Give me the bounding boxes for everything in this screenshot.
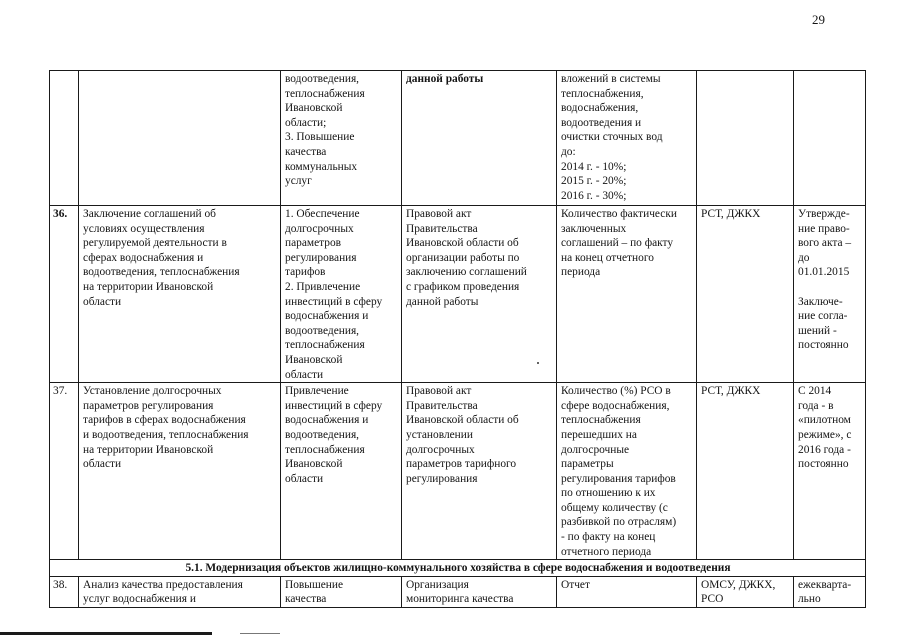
- cell-responsible: РСТ, ДЖКХ: [697, 206, 794, 383]
- cell-result: 1. Обеспечение долгосрочных параметров регулирования тарифов 2. Привлечение инвестиций в сферу водоснабжения и водоотведения, теплоснабжения Ивановской области: [281, 206, 402, 383]
- table-row-38: [50, 576, 866, 607]
- cell-responsible: [697, 71, 794, 206]
- cell-measure: Заключение соглашений об условиях осуществления регулируемой деятельности в сферах водоснабжения и водоотведения, теплоснабжения на территории Ивановской области: [79, 206, 281, 383]
- cell-indicator: вложений в системы теплоснабжения, водоснабжения, водоотведения и очистки сточных вод до: 2014 г. - 10%; 2015 г. - 20%; 2016 г. - 30%;: [557, 71, 697, 206]
- section-heading: 5.1. Модернизация объектов жилищно-коммунального хозяйства в сфере водоснабжения и водоотведения: [50, 560, 866, 577]
- cell-document: Правовой акт Правительства Ивановской области об организации работы по заключению соглашений с графиком проведения данной работы: [402, 206, 557, 383]
- cell-result: Повышение качества: [281, 576, 402, 607]
- cell-num: 36.: [50, 206, 79, 383]
- cell-document: Организация мониторинга качества: [402, 576, 557, 607]
- cell-responsible: РСТ, ДЖКХ: [697, 383, 794, 560]
- cell-num: 38.: [50, 576, 79, 607]
- cell-indicator: Отчет: [557, 576, 697, 607]
- cell-measure: [79, 71, 281, 206]
- table-row-37: [50, 383, 866, 560]
- cell-num: [50, 71, 79, 206]
- cell-deadline: Утвержде- ние право- вого акта – до 01.01.2015 Заключе- ние согла- шений - постоянно: [794, 206, 866, 383]
- cell-deadline: ежекварта- льно: [794, 576, 866, 607]
- cell-measure: Установление долгосрочных параметров регулирования тарифов в сферах водоснабжения и водоотведения, теплоснабжения на территории Ивановской области: [79, 383, 281, 560]
- cell-result: водоотведения, теплоснабжения Ивановской области; 3. Повышение качества коммунальных услуг: [281, 71, 402, 206]
- cell-indicator: Количество (%) РСО в сфере водоснабжения, теплоснабжения перешедших на долгосрочные параметры регулирования тарифов по отношению к их общему количеству (с разбивкой по отраслям) - по факту на конец отчетного периода: [557, 383, 697, 560]
- table-row-36: [50, 206, 866, 383]
- cell-indicator: Количество фактически заключенных соглашений – по факту на конец отчетного периода: [557, 206, 697, 383]
- cell-responsible: ОМСУ, ДЖКХ, РСО: [697, 576, 794, 607]
- cell-deadline: С 2014 года - в «пилотном режиме», с 2016 года - постоянно: [794, 383, 866, 560]
- section-heading-row: [50, 560, 866, 577]
- table-row-continuation: [50, 71, 866, 206]
- cell-document: данной работы: [402, 71, 557, 206]
- scan-speck: [537, 362, 539, 364]
- cell-result: Привлечение инвестиций в сферу водоснабжения и водоотведения, теплоснабжения Ивановской области: [281, 383, 402, 560]
- page-number: 29: [812, 12, 825, 27]
- cell-deadline: [794, 71, 866, 206]
- scan-edge-line-faint: [240, 633, 280, 634]
- cell-num: 37.: [50, 383, 79, 560]
- measures-table: [49, 70, 866, 608]
- scan-edge-line: [0, 632, 212, 635]
- cell-document: Правовой акт Правительства Ивановской области об установлении долгосрочных параметров тарифного регулирования: [402, 383, 557, 560]
- cell-measure: Анализ качества предоставления услуг водоснабжения и: [79, 576, 281, 607]
